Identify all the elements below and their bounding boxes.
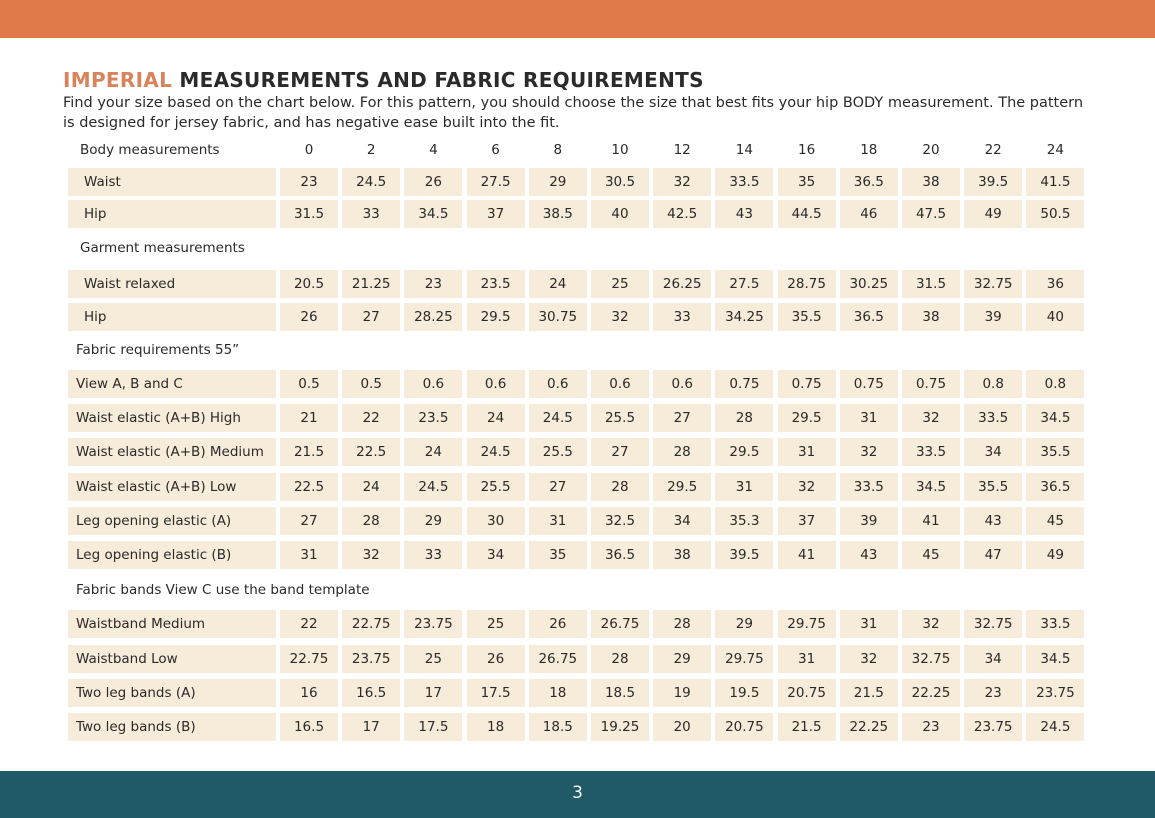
table-cell: 23.75 xyxy=(964,713,1022,741)
section-header: Fabric requirements 55” xyxy=(76,342,240,358)
table-cell: 21.5 xyxy=(840,679,898,707)
row-label: Leg opening elastic (A) xyxy=(68,507,276,535)
table-cell: 37 xyxy=(467,200,525,228)
table-cell: 39.5 xyxy=(964,168,1022,196)
table-cell: 17 xyxy=(342,713,400,741)
table-cell: 19 xyxy=(653,679,711,707)
table-row xyxy=(68,370,1084,398)
table-cell: 18 xyxy=(529,679,587,707)
table-cell: 23.75 xyxy=(342,645,400,673)
table-cell: 23 xyxy=(902,713,960,741)
table-cell: 25.5 xyxy=(591,404,649,432)
table-cell: 24.5 xyxy=(342,168,400,196)
table-cell: 38 xyxy=(653,541,711,569)
table-cell: 19.5 xyxy=(715,679,773,707)
table-cell: 26 xyxy=(280,303,338,331)
table-cell: 47 xyxy=(964,541,1022,569)
intro-text: Find your size based on the chart below. For this pattern, you should choose the size that best fits your hip BODY measurement. The pattern is designed for jersey fabric, and has negative ease built into the fit. xyxy=(63,95,1084,131)
table-cell: 24 xyxy=(529,270,587,298)
size-column-header: 0 xyxy=(304,142,314,158)
table-cell: 33.5 xyxy=(840,473,898,501)
table-cell: 22.5 xyxy=(280,473,338,501)
table-cell: 36.5 xyxy=(591,541,649,569)
table-cell: 28 xyxy=(591,645,649,673)
table-cell: 31 xyxy=(778,438,836,466)
table-cell: 38.5 xyxy=(529,200,587,228)
table-cell: 0.6 xyxy=(467,370,525,398)
table-cell: 0.5 xyxy=(342,370,400,398)
table-cell: 36.5 xyxy=(840,303,898,331)
table-cell: 34 xyxy=(653,507,711,535)
table-cell: 23 xyxy=(404,270,462,298)
table-cell: 39.5 xyxy=(715,541,773,569)
table-cell: 17.5 xyxy=(467,679,525,707)
table-cell: 17.5 xyxy=(404,713,462,741)
table-cell: 39 xyxy=(964,303,1022,331)
table-cell: 31 xyxy=(840,404,898,432)
title-rest: MEASUREMENTS AND FABRIC REQUIREMENTS xyxy=(172,68,704,92)
table-row xyxy=(68,507,1084,535)
table-cell: 37 xyxy=(778,507,836,535)
table-cell: 22.25 xyxy=(902,679,960,707)
table-cell: 29 xyxy=(715,610,773,638)
table-cell: 29.75 xyxy=(778,610,836,638)
table-cell: 36.5 xyxy=(840,168,898,196)
size-column-header: 2 xyxy=(366,142,376,158)
row-label: View A, B and C xyxy=(68,370,276,398)
size-column-header: 14 xyxy=(735,142,753,158)
section-header: Fabric bands View C use the band template xyxy=(76,582,370,598)
table-cell: 42.5 xyxy=(653,200,711,228)
table-cell: 38 xyxy=(902,303,960,331)
table-cell: 28 xyxy=(653,438,711,466)
table-cell: 24 xyxy=(467,404,525,432)
table-cell: 29.5 xyxy=(467,303,525,331)
table-cell: 23.75 xyxy=(404,610,462,638)
size-header-row xyxy=(68,136,1084,164)
table-cell: 47.5 xyxy=(902,200,960,228)
table-cell: 0.6 xyxy=(591,370,649,398)
table-cell: 31 xyxy=(778,645,836,673)
table-cell: 29.75 xyxy=(715,645,773,673)
table-cell: 29 xyxy=(529,168,587,196)
table-cell: 35.5 xyxy=(1026,438,1084,466)
table-cell: 27 xyxy=(342,303,400,331)
table-cell: 25 xyxy=(467,610,525,638)
table-cell: 27 xyxy=(591,438,649,466)
row-label: Leg opening elastic (B) xyxy=(68,541,276,569)
size-column-header: 24 xyxy=(1046,142,1064,158)
size-column-header: 16 xyxy=(798,142,816,158)
row-label: Hip xyxy=(68,303,276,331)
row-label: Waist xyxy=(68,168,276,196)
table-cell: 0.5 xyxy=(280,370,338,398)
table-cell: 26 xyxy=(467,645,525,673)
table-row xyxy=(68,713,1084,741)
row-label: Waist relaxed xyxy=(68,270,276,298)
table-cell: 28 xyxy=(653,610,711,638)
table-cell: 36 xyxy=(1026,270,1084,298)
table-cell: 30.25 xyxy=(840,270,898,298)
table-cell: 40 xyxy=(591,200,649,228)
table-cell: 24.5 xyxy=(529,404,587,432)
table-cell: 34.5 xyxy=(902,473,960,501)
table-cell: 26 xyxy=(529,610,587,638)
table-cell: 20.75 xyxy=(778,679,836,707)
table-cell: 28 xyxy=(342,507,400,535)
table-row xyxy=(68,404,1084,432)
size-column-header: 6 xyxy=(491,142,500,158)
section-header: Garment measurements xyxy=(80,240,245,256)
table-cell: 31 xyxy=(280,541,338,569)
table-cell: 34 xyxy=(964,645,1022,673)
table-cell: 46 xyxy=(840,200,898,228)
table-cell: 0.75 xyxy=(715,370,773,398)
size-column-header: 10 xyxy=(611,142,629,158)
table-cell: 35.5 xyxy=(964,473,1022,501)
table-cell: 22 xyxy=(342,404,400,432)
section-header-body-measurements: Body measurements xyxy=(80,142,220,158)
table-cell: 0.75 xyxy=(902,370,960,398)
table-cell: 33.5 xyxy=(1026,610,1084,638)
table-cell: 41.5 xyxy=(1026,168,1084,196)
title-accent: IMPERIAL xyxy=(63,68,173,92)
table-cell: 18.5 xyxy=(591,679,649,707)
row-label: Two leg bands (A) xyxy=(68,679,276,707)
table-cell: 28.25 xyxy=(404,303,462,331)
page-number: 3 xyxy=(572,783,583,803)
table-cell: 34 xyxy=(964,438,1022,466)
table-cell: 26.75 xyxy=(591,610,649,638)
table-cell: 32.75 xyxy=(964,270,1022,298)
table-cell: 22.25 xyxy=(840,713,898,741)
table-cell: 31.5 xyxy=(902,270,960,298)
table-cell: 35 xyxy=(778,168,836,196)
table-cell: 25 xyxy=(591,270,649,298)
table-cell: 27 xyxy=(280,507,338,535)
size-column-header: 18 xyxy=(860,142,878,158)
table-cell: 23 xyxy=(964,679,1022,707)
table-row xyxy=(68,473,1084,501)
table-cell: 23 xyxy=(280,168,338,196)
table-cell: 22.75 xyxy=(342,610,400,638)
table-cell: 16 xyxy=(280,679,338,707)
row-label: Hip xyxy=(68,200,276,228)
table-cell: 38 xyxy=(902,168,960,196)
table-cell: 39 xyxy=(840,507,898,535)
table-cell: 20.5 xyxy=(280,270,338,298)
table-cell: 27 xyxy=(653,404,711,432)
table-cell: 33.5 xyxy=(964,404,1022,432)
row-label: Waistband Medium xyxy=(68,610,276,638)
table-cell: 24.5 xyxy=(467,438,525,466)
table-cell: 26.25 xyxy=(653,270,711,298)
table-cell: 21.5 xyxy=(778,713,836,741)
table-cell: 34.25 xyxy=(715,303,773,331)
table-cell: 31.5 xyxy=(280,200,338,228)
table-cell: 18.5 xyxy=(529,713,587,741)
table-cell: 0.8 xyxy=(964,370,1022,398)
bottom-footer-bar xyxy=(0,771,1155,818)
table-cell: 35.5 xyxy=(778,303,836,331)
table-cell: 23.5 xyxy=(404,404,462,432)
table-cell: 29 xyxy=(404,507,462,535)
table-cell: 24 xyxy=(342,473,400,501)
size-column-header: 22 xyxy=(984,142,1002,158)
table-cell: 40 xyxy=(1026,303,1084,331)
table-cell: 0.6 xyxy=(529,370,587,398)
table-cell: 36.5 xyxy=(1026,473,1084,501)
table-cell: 22.75 xyxy=(280,645,338,673)
table-cell: 27.5 xyxy=(467,168,525,196)
table-cell: 32 xyxy=(778,473,836,501)
size-column-header: 4 xyxy=(429,142,438,158)
table-cell: 34.5 xyxy=(1026,645,1084,673)
table-cell: 22 xyxy=(280,610,338,638)
table-row xyxy=(68,679,1084,707)
table-cell: 30.75 xyxy=(529,303,587,331)
table-cell: 21.5 xyxy=(280,438,338,466)
table-cell: 29.5 xyxy=(778,404,836,432)
table-row xyxy=(68,168,1084,196)
table-cell: 32.5 xyxy=(591,507,649,535)
table-cell: 45 xyxy=(902,541,960,569)
table-row xyxy=(68,303,1084,331)
table-cell: 0.75 xyxy=(840,370,898,398)
table-cell: 23.5 xyxy=(467,270,525,298)
table-cell: 28 xyxy=(715,404,773,432)
table-cell: 25.5 xyxy=(529,438,587,466)
row-label: Two leg bands (B) xyxy=(68,713,276,741)
table-cell: 41 xyxy=(778,541,836,569)
table-cell: 50.5 xyxy=(1026,200,1084,228)
table-cell: 33 xyxy=(404,541,462,569)
table-cell: 32 xyxy=(591,303,649,331)
table-row xyxy=(68,438,1084,466)
table-cell: 33 xyxy=(342,200,400,228)
table-cell: 41 xyxy=(902,507,960,535)
table-cell: 17 xyxy=(404,679,462,707)
table-cell: 49 xyxy=(964,200,1022,228)
table-cell: 0.75 xyxy=(778,370,836,398)
table-cell: 29.5 xyxy=(715,438,773,466)
table-cell: 21 xyxy=(280,404,338,432)
table-cell: 20.75 xyxy=(715,713,773,741)
table-cell: 32 xyxy=(902,610,960,638)
table-row xyxy=(68,541,1084,569)
table-cell: 31 xyxy=(715,473,773,501)
table-cell: 16.5 xyxy=(280,713,338,741)
table-cell: 20 xyxy=(653,713,711,741)
table-cell: 24.5 xyxy=(1026,713,1084,741)
table-cell: 22.5 xyxy=(342,438,400,466)
table-cell: 25.5 xyxy=(467,473,525,501)
table-cell: 49 xyxy=(1026,541,1084,569)
table-cell: 24.5 xyxy=(404,473,462,501)
table-cell: 26.75 xyxy=(529,645,587,673)
table-cell: 44.5 xyxy=(778,200,836,228)
table-cell: 23.75 xyxy=(1026,679,1084,707)
table-cell: 27 xyxy=(529,473,587,501)
table-cell: 0.6 xyxy=(653,370,711,398)
row-label: Waist elastic (A+B) Low xyxy=(68,473,276,501)
table-cell: 30 xyxy=(467,507,525,535)
table-cell: 33 xyxy=(653,303,711,331)
table-cell: 29.5 xyxy=(653,473,711,501)
table-cell: 33.5 xyxy=(715,168,773,196)
table-cell: 21.25 xyxy=(342,270,400,298)
table-cell: 43 xyxy=(964,507,1022,535)
size-column-header: 8 xyxy=(553,142,563,158)
table-cell: 31 xyxy=(840,610,898,638)
table-row xyxy=(68,200,1084,228)
table-cell: 30.5 xyxy=(591,168,649,196)
table-cell: 43 xyxy=(840,541,898,569)
table-cell: 28.75 xyxy=(778,270,836,298)
table-cell: 19.25 xyxy=(591,713,649,741)
table-cell: 32 xyxy=(653,168,711,196)
table-cell: 31 xyxy=(529,507,587,535)
table-cell: 32 xyxy=(902,404,960,432)
table-cell: 32.75 xyxy=(964,610,1022,638)
row-label: Waist elastic (A+B) Medium xyxy=(68,438,276,466)
table-cell: 27.5 xyxy=(715,270,773,298)
table-cell: 32 xyxy=(342,541,400,569)
table-cell: 33.5 xyxy=(902,438,960,466)
size-column-header: 12 xyxy=(673,142,691,158)
table-cell: 43 xyxy=(715,200,773,228)
table-cell: 28 xyxy=(591,473,649,501)
table-cell: 24 xyxy=(404,438,462,466)
table-cell: 32 xyxy=(840,645,898,673)
table-cell: 32.75 xyxy=(902,645,960,673)
row-label: Waist elastic (A+B) High xyxy=(68,404,276,432)
table-cell: 32 xyxy=(840,438,898,466)
table-cell: 35.3 xyxy=(715,507,773,535)
table-row xyxy=(68,270,1084,298)
table-cell: 35 xyxy=(529,541,587,569)
table-row xyxy=(68,610,1084,638)
table-cell: 34.5 xyxy=(1026,404,1084,432)
table-cell: 34.5 xyxy=(404,200,462,228)
table-cell: 0.6 xyxy=(404,370,462,398)
table-row xyxy=(68,645,1084,673)
row-label: Waistband Low xyxy=(68,645,276,673)
table-cell: 18 xyxy=(467,713,525,741)
table-cell: 34 xyxy=(467,541,525,569)
table-cell: 29 xyxy=(653,645,711,673)
table-cell: 45 xyxy=(1026,507,1084,535)
size-column-header: 20 xyxy=(922,142,940,158)
table-cell: 0.8 xyxy=(1026,370,1084,398)
table-cell: 26 xyxy=(404,168,462,196)
table-cell: 25 xyxy=(404,645,462,673)
table-cell: 16.5 xyxy=(342,679,400,707)
